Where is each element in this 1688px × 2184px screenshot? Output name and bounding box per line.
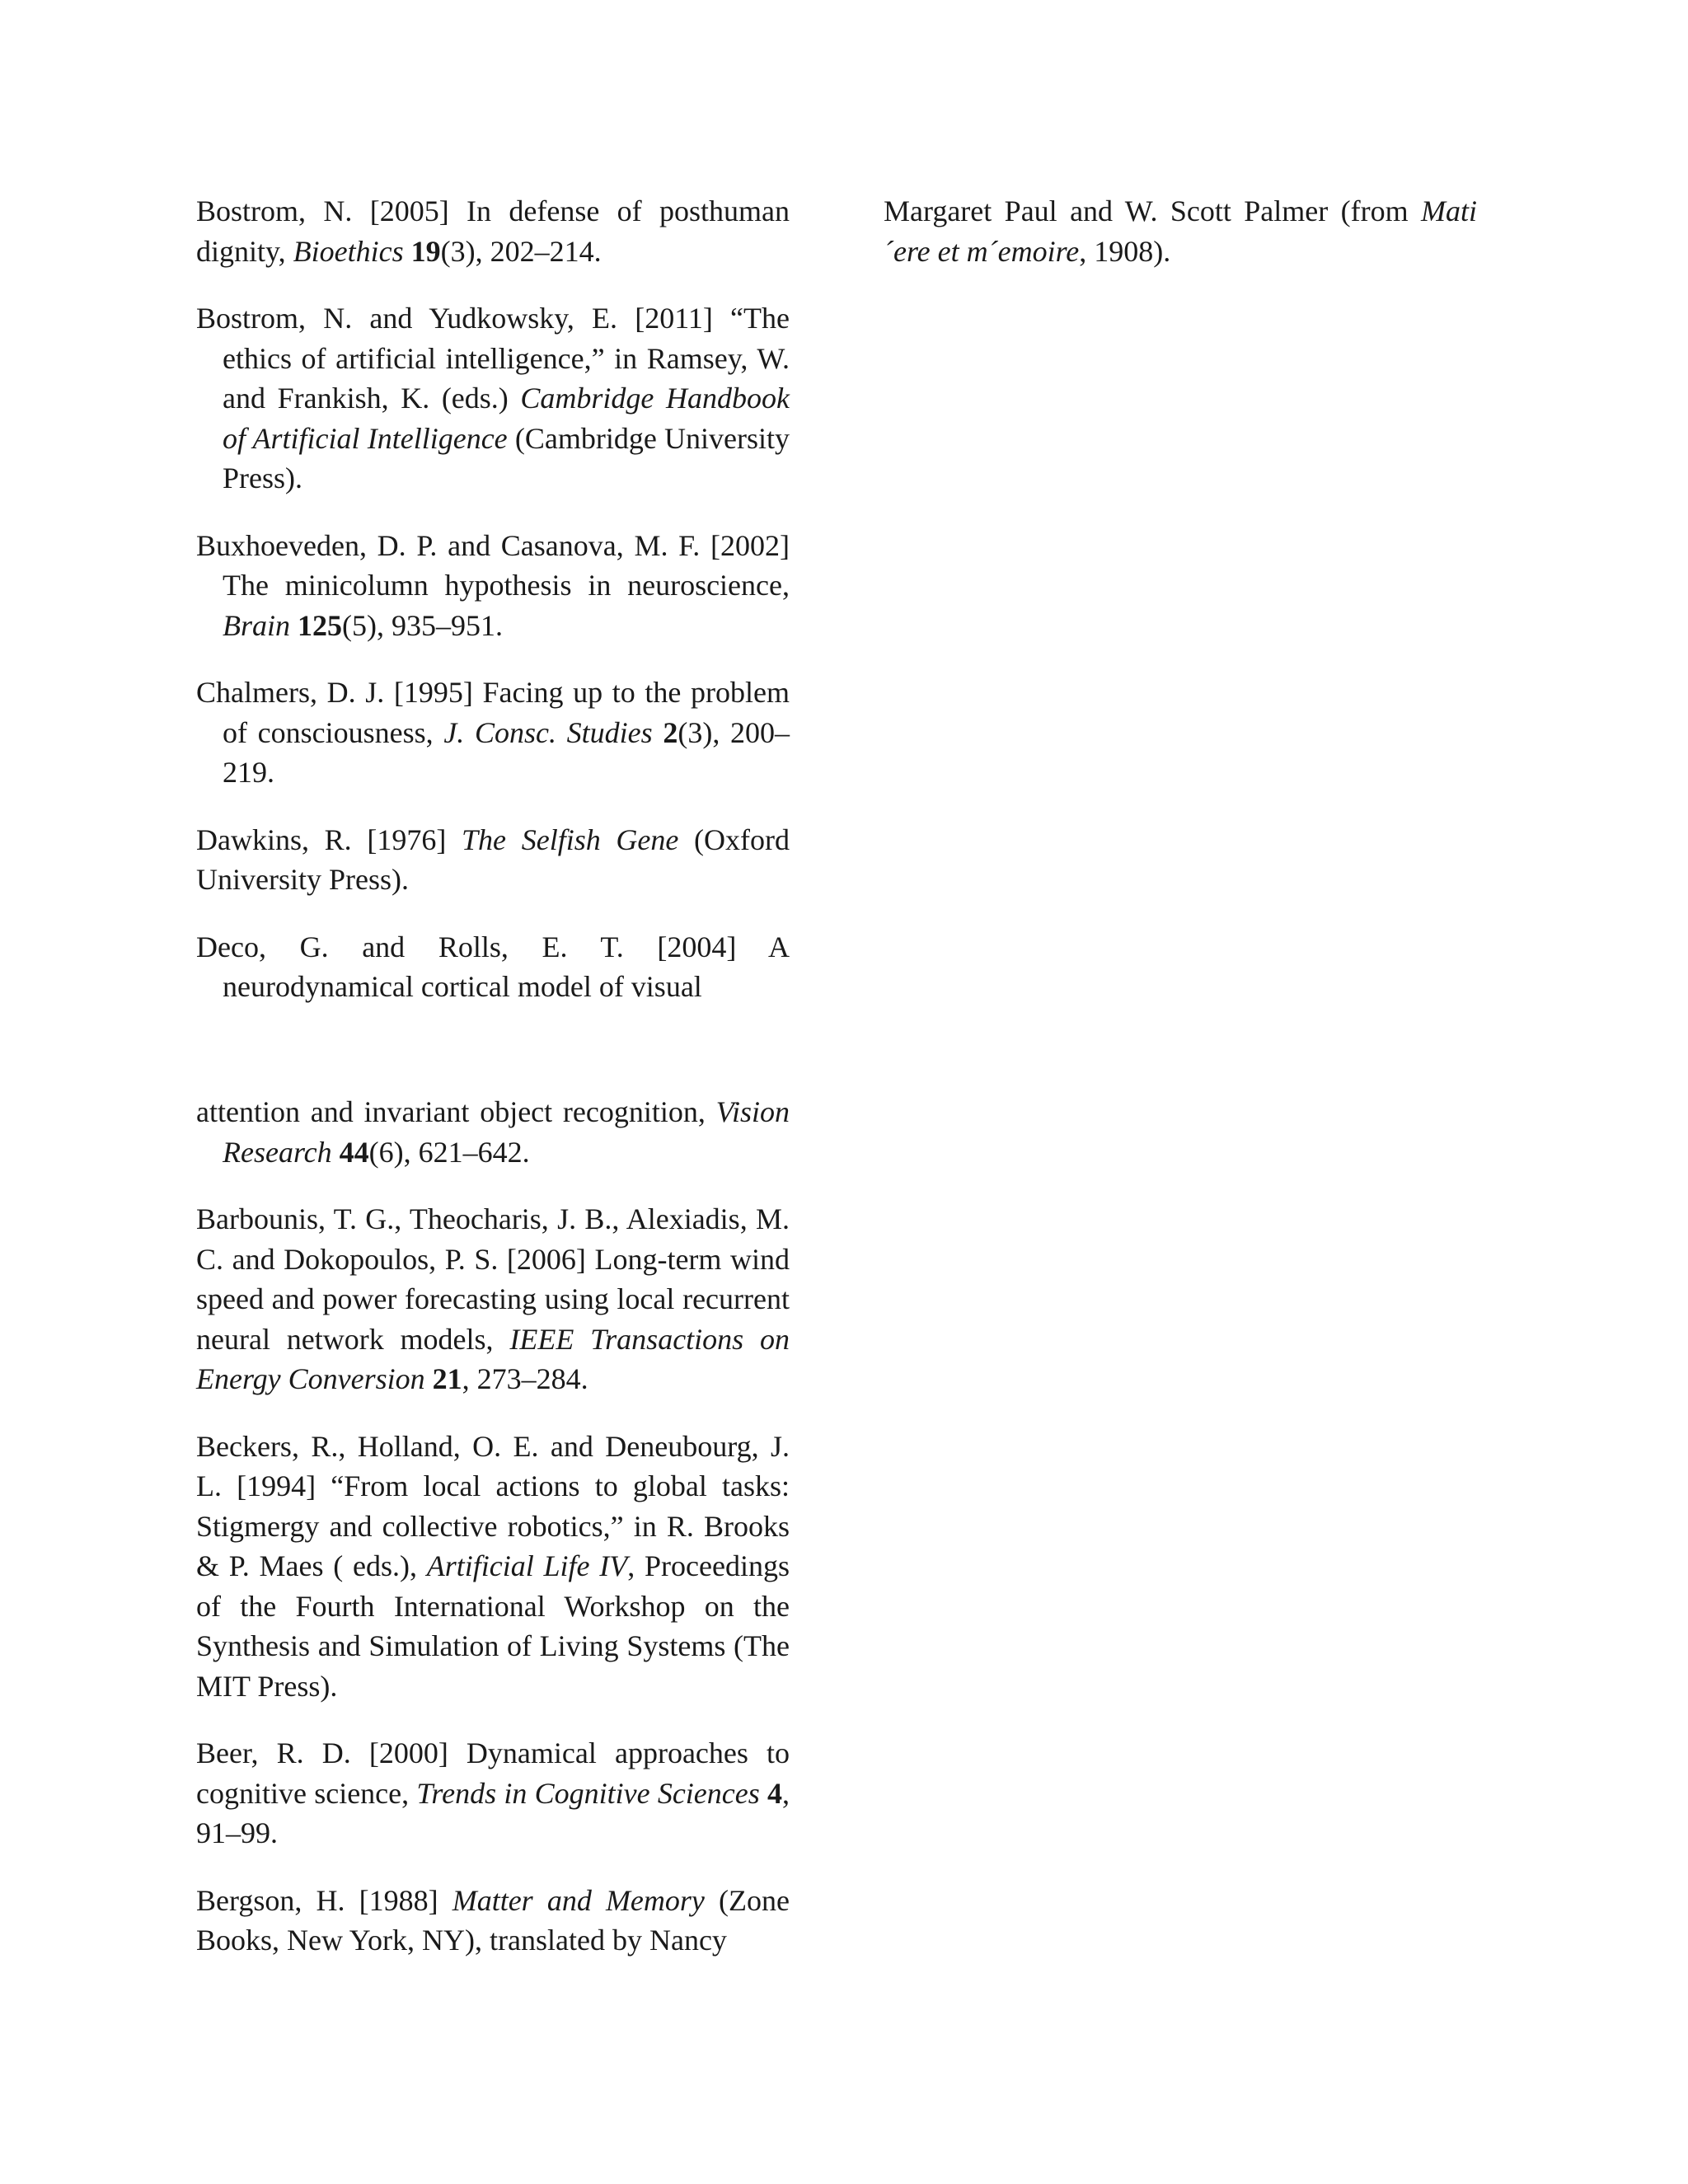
reference-entry-bostrom-2005 bbox=[196, 191, 797, 271]
reference-text: Beckers, R., Holland, O. E. and Deneubourg, J. L. [1994] “From local actions to global tasks: Stigmergy and collective robotics,” in R. Brooks & P. Maes ( eds.), bbox=[196, 1429, 797, 1582]
reference-text: (5), 935–951. bbox=[342, 608, 503, 642]
reference-title-italic: The Selfish Gene bbox=[462, 823, 679, 856]
reference-volume-bold: 4 bbox=[767, 1776, 782, 1810]
references-column-left-top bbox=[196, 191, 798, 1034]
reference-title-italic: Matter and Memory bbox=[452, 1883, 705, 1917]
reference-text: (3), 200–219. bbox=[223, 715, 790, 789]
reference-entry-bostrom-yudkowsky-2011 bbox=[196, 298, 797, 499]
reference-text: Buxhoeveden, D. P. and Casanova, M. F. [2002] The minicolumn hypothesis in neuroscience, bbox=[196, 528, 797, 602]
reference-title-italic: Trends in Cognitive Sciences bbox=[416, 1776, 760, 1810]
reference-entry-bergson-1988-part1 bbox=[196, 1881, 797, 1961]
reference-title-italic: Mati´ere et m´emoire bbox=[884, 194, 1477, 268]
reference-volume-bold: 21 bbox=[432, 1362, 462, 1395]
reference-title-italic: Artificial Life IV bbox=[426, 1549, 628, 1582]
reference-volume-bold: 2 bbox=[663, 715, 678, 749]
reference-text: Beer, R. D. [2000] Dynamical approaches to cognitive science, bbox=[196, 1736, 797, 1810]
reference-title-italic: Cambridge Handbook of Artificial Intelligence bbox=[223, 382, 790, 455]
references-column-right bbox=[884, 191, 1477, 298]
reference-text bbox=[425, 1362, 433, 1395]
reference-text bbox=[404, 235, 411, 268]
reference-text: Bergson, H. [1988] bbox=[196, 1883, 452, 1917]
reference-text: (6), 621–642. bbox=[368, 1135, 530, 1169]
reference-entry-barbounis-2006 bbox=[196, 1199, 797, 1399]
reference-text: Chalmers, D. J. [1995] Facing up to the problem of consciousness, bbox=[196, 676, 797, 749]
reference-text bbox=[760, 1777, 767, 1810]
reference-entry-beckers-1994 bbox=[196, 1427, 797, 1707]
reference-title-italic: IEEE Transactions on Energy Conversion bbox=[196, 1322, 790, 1395]
reference-text bbox=[653, 716, 663, 749]
reference-text: (Zone Books, New York, NY), translated by Nancy bbox=[196, 1883, 797, 1957]
reference-entry-chalmers-1995 bbox=[196, 673, 797, 793]
reference-entry-buxhoeveden-casanova-2002 bbox=[196, 526, 797, 646]
reference-text: , 273–284. bbox=[462, 1362, 588, 1395]
reference-entry-dawkins-1976 bbox=[196, 820, 798, 900]
reference-text: , 1908). bbox=[1079, 234, 1171, 268]
reference-text: (Cambridge University Press). bbox=[223, 421, 797, 494]
reference-volume-bold: 19 bbox=[410, 234, 441, 268]
reference-volume-bold: 125 bbox=[298, 608, 343, 642]
reference-text: (Oxford University Press). bbox=[196, 823, 798, 896]
reference-volume-bold: 44 bbox=[339, 1135, 369, 1169]
reference-title-italic: Vision Research bbox=[223, 1095, 790, 1169]
reference-entry-bergson-1988-part2 bbox=[884, 191, 1477, 271]
reference-title-italic: Brain bbox=[223, 608, 291, 642]
reference-text: Margaret Paul and W. Scott Palmer (from bbox=[884, 194, 1421, 227]
reference-title-italic: Bioethics bbox=[293, 234, 404, 268]
references-column-left-bottom bbox=[196, 1092, 797, 1988]
reference-text: (3), 202–214. bbox=[440, 234, 602, 268]
reference-text: Bostrom, N. [2005] In defense of posthuman dignity, bbox=[196, 194, 797, 268]
reference-text: Barbounis, T. G., Theocharis, J. B., Alexiadis, M. C. and Dokopoulos, P. S. [2006] Long-term wind speed and power forecasting using local recurrent neural network models, bbox=[196, 1202, 797, 1356]
reference-text: , 91–99. bbox=[196, 1776, 797, 1849]
reference-entry-beer-2000 bbox=[196, 1733, 797, 1854]
reference-title-italic: J. Consc. Studies bbox=[443, 715, 653, 749]
reference-text: Deco, G. and Rolls, E. T. [2004] A neurodynamical cortical model of visual bbox=[196, 930, 797, 1003]
reference-text bbox=[290, 609, 298, 642]
reference-text bbox=[332, 1136, 340, 1169]
reference-entry-deco-rolls-2004-part1 bbox=[196, 927, 797, 1007]
reference-entry-deco-rolls-2004-part2 bbox=[196, 1092, 790, 1172]
reference-text: attention and invariant object recognition, bbox=[196, 1095, 716, 1128]
reference-text: , Proceedings of the Fourth International Workshop on the Synthesis and Simulation of Living Systems (The MIT Press). bbox=[196, 1549, 797, 1703]
reference-text: Bostrom, N. and Yudkowsky, E. [2011] “The ethics of artificial intelligence,” in Ramsey, W. and Frankish, K. (eds.) bbox=[196, 302, 797, 415]
reference-text: Dawkins, R. [1976] bbox=[196, 823, 462, 856]
